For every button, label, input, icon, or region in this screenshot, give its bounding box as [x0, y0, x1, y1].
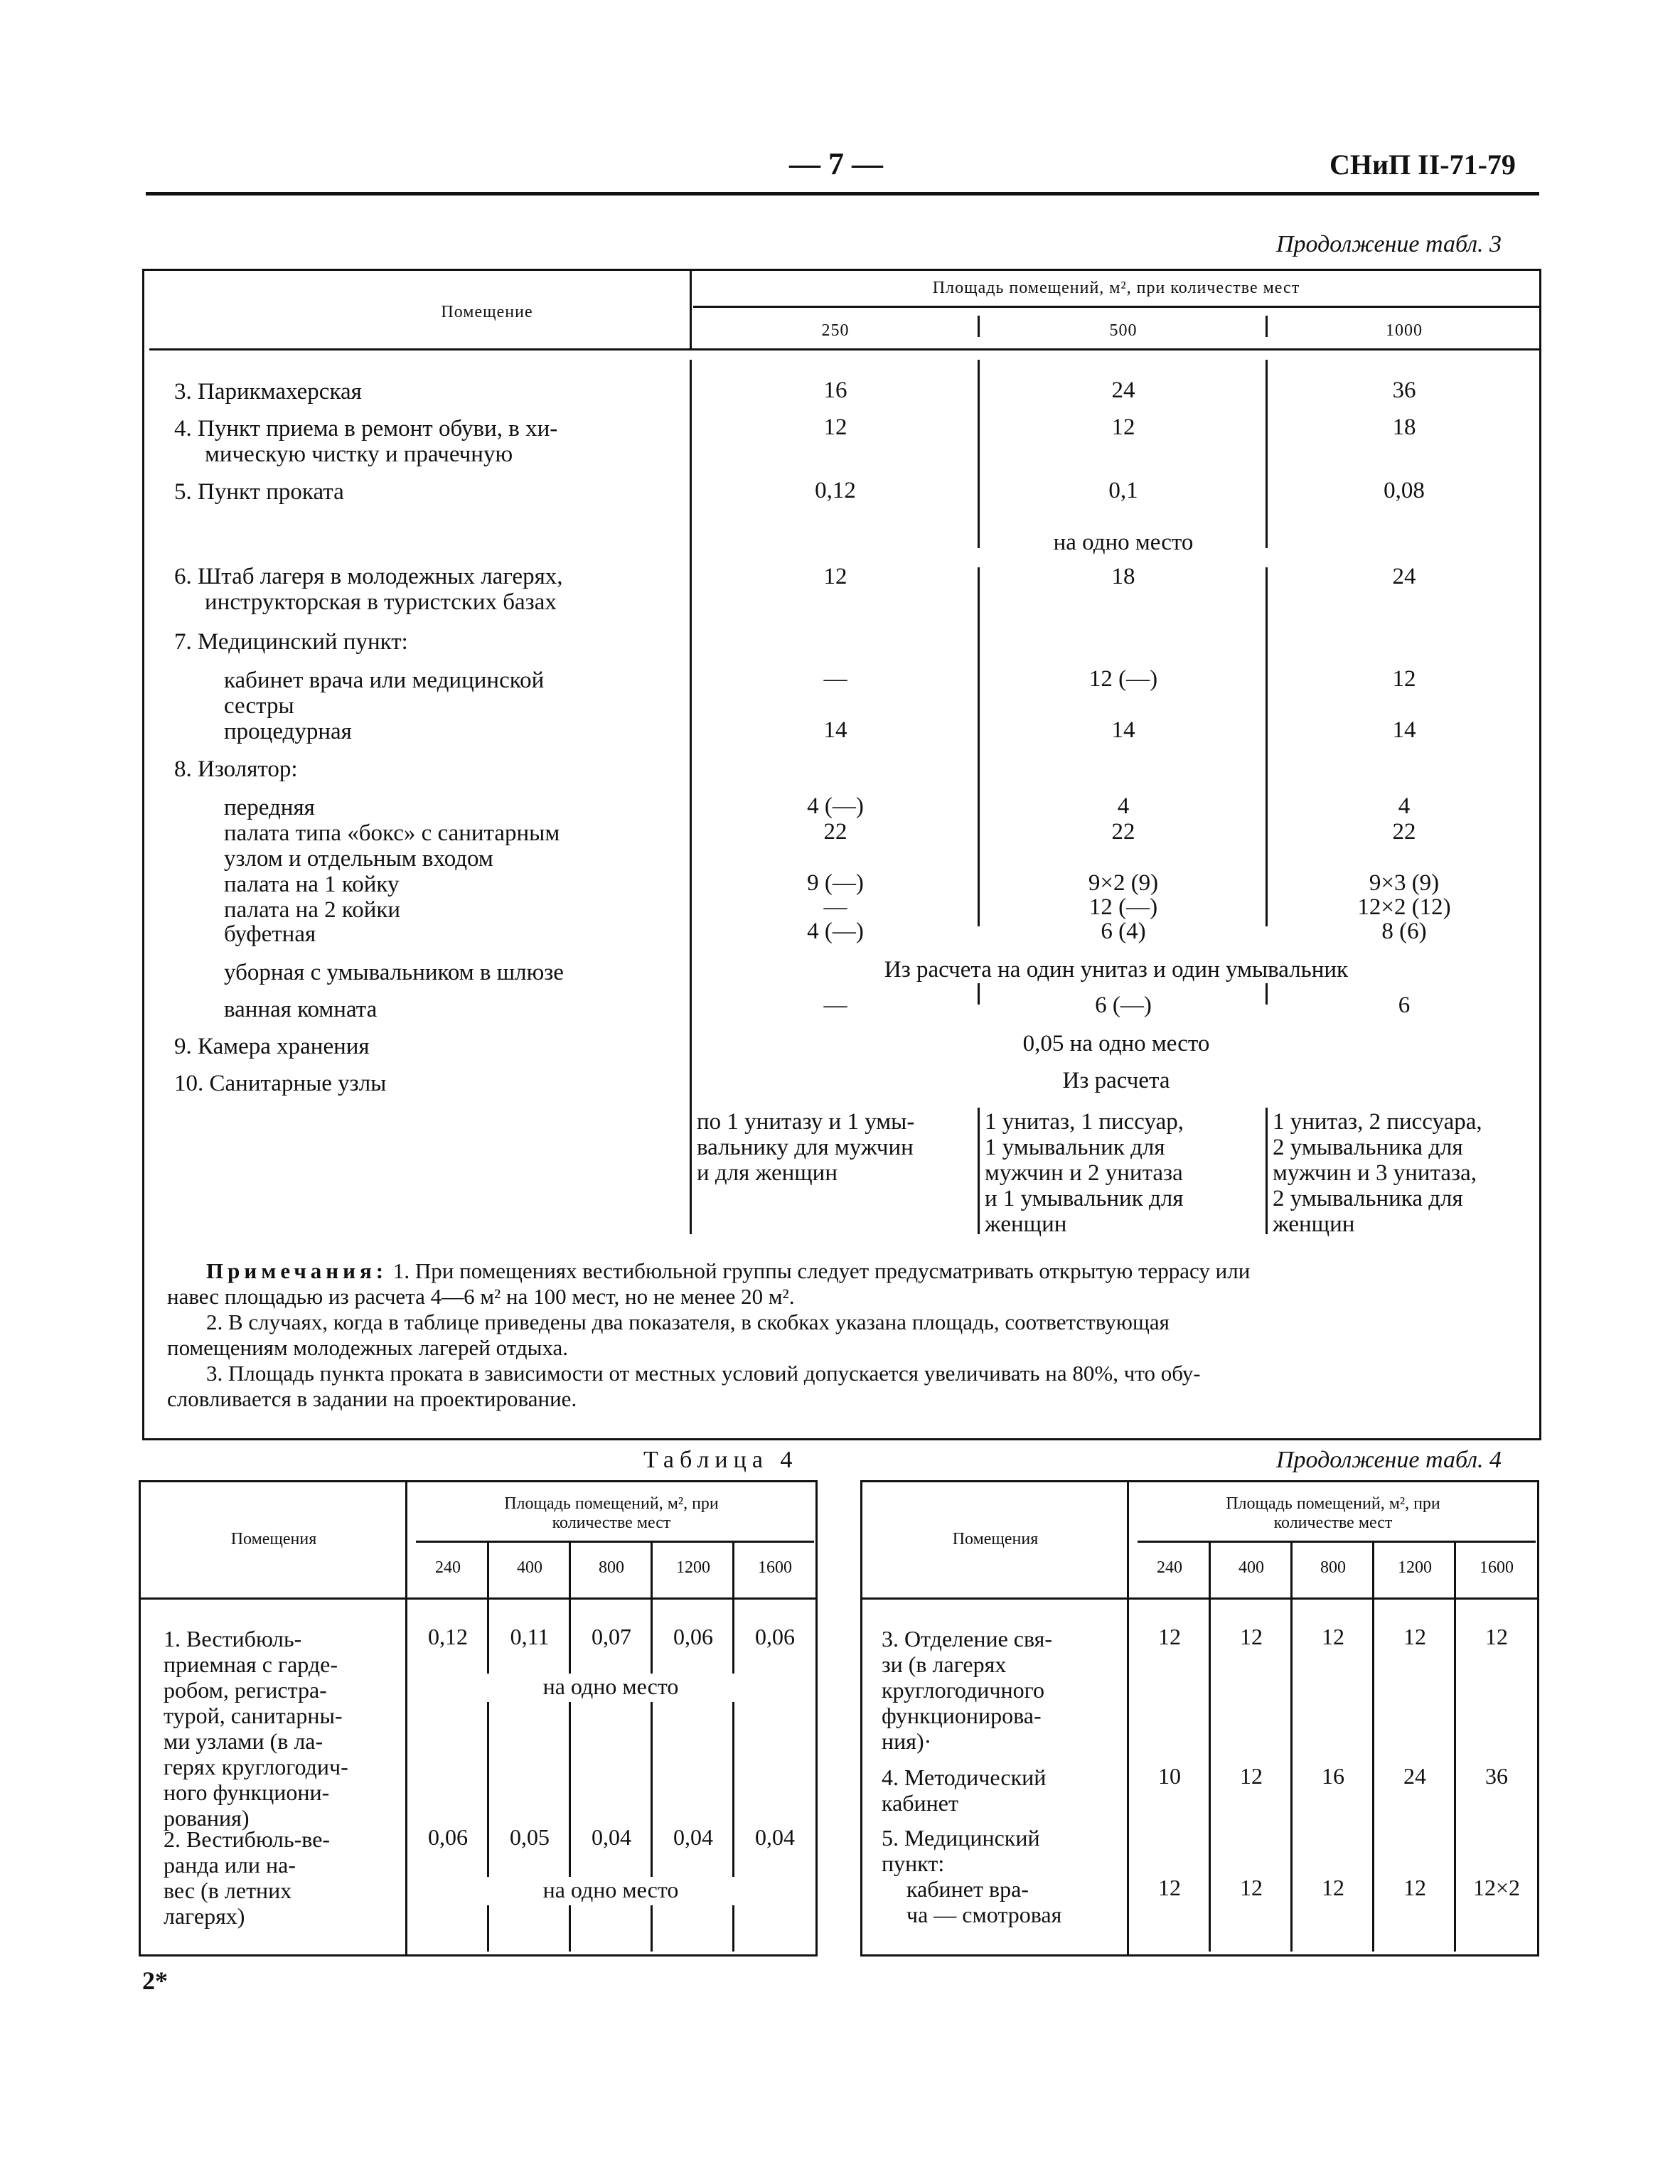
t3-row-label-cont: узлом и отдельным входом: [224, 846, 493, 872]
table3-col-divider-1d: [978, 1108, 980, 1234]
t3-note: навес площадью из расчета 4—6 м² на 100 мест, но не менее 20 м².: [167, 1284, 795, 1309]
t3-note: 2. В случаях, когда в таблице приведены два показателя, в скобках указана площадь, соответствующая: [206, 1310, 1170, 1334]
t3-cell: 24: [1111, 378, 1135, 403]
t4c-cell: 16: [1322, 1763, 1344, 1789]
t3-cell: 22: [1111, 819, 1135, 845]
table4c-col-divider: [1372, 1543, 1374, 1952]
table4-row2-label: 2. Вестибюль-ве- ранда или на- вес (в летних лагерях): [164, 1826, 331, 1929]
table4-per-place-2: на одно место: [407, 1877, 814, 1905]
table4-right-border: [815, 1480, 818, 1956]
t4c-cell: 12: [1158, 1875, 1181, 1900]
table4c-col-800: 800: [1320, 1558, 1346, 1577]
t3-note: 3. Площадь пункта проката в зависимости от местных условий допускается увеличивать на 80%, что обу-: [206, 1361, 1201, 1386]
table4c-right-border: [1537, 1480, 1539, 1956]
t3-row-label: передняя: [224, 795, 315, 820]
t3-span-note: 0,05 на одно место: [1022, 1031, 1210, 1056]
table4c-col-area: Площадь помещений, м², при количестве мест: [1226, 1494, 1440, 1532]
table4c-caption: Продолжение табл. 4: [1276, 1447, 1502, 1473]
t3-row-label-cont: мическую чистку и прачечную: [205, 441, 513, 467]
table4-bottom-border: [139, 1954, 818, 1956]
table4-col-240: 240: [435, 1558, 461, 1577]
table4-col-1600: 1600: [758, 1558, 792, 1577]
table4-col-1200: 1200: [676, 1558, 710, 1577]
t3-row-label: 9. Камера хранения: [174, 1034, 370, 1059]
t4c-cell: 12: [1322, 1624, 1344, 1649]
t3-cell: 9×3 (9): [1369, 870, 1440, 896]
t3-row-label: 10. Санитарные узлы: [174, 1071, 387, 1096]
t3-cell: 22: [1392, 819, 1416, 845]
t4-cell: 0,06: [755, 1624, 795, 1649]
t3-row-label: уборная с умывальником в шлюзе: [224, 960, 564, 985]
table3-top-border: [142, 269, 1541, 271]
t3-cell: 12: [823, 414, 847, 440]
t3-row-label: буфетная: [224, 921, 316, 947]
table3-right-border: [1539, 269, 1541, 1440]
table4-col-room: Помещения: [230, 1530, 317, 1548]
table3-header-divider: [690, 269, 692, 350]
table4c-col-divider: [1290, 1543, 1293, 1952]
table3-col-500: 500: [1109, 321, 1138, 340]
t3-cell: 14: [1392, 717, 1416, 743]
t3-cell: 12: [823, 564, 847, 589]
t4-cell: 0,06: [673, 1624, 713, 1649]
t3-row-label-cont: сестры: [224, 693, 294, 719]
table4-col-400: 400: [517, 1558, 542, 1577]
table4c-col-1200: 1200: [1398, 1558, 1432, 1577]
table3-header-tick1: [978, 316, 980, 337]
t3-cell: 14: [823, 717, 847, 743]
table3-col-area: Площадь помещений, м², при количестве мест: [932, 279, 1300, 297]
t3-span-note: Из расчета на один унитаз и один умывальник: [884, 957, 1349, 983]
t3-sanitary-cell: по 1 унитазу и 1 умы- вальнику для мужчин и для женщин: [697, 1109, 915, 1186]
t3-cell: —: [823, 666, 847, 692]
table4-col-area: Площадь помещений, м², при количестве мест: [504, 1494, 719, 1532]
t3-cell: 12×2 (12): [1357, 894, 1451, 920]
t3-cell: 9 (—): [807, 870, 864, 896]
t3-cell: 36: [1392, 378, 1416, 403]
table4-left-border: [139, 1480, 141, 1956]
t3-cell: 24: [1392, 564, 1416, 589]
t3-row-label: процедурная: [224, 719, 352, 744]
table4c-header-bottom-rule: [860, 1597, 1539, 1600]
table4c-col-240: 240: [1157, 1558, 1182, 1577]
t4c-cell: 10: [1158, 1763, 1181, 1789]
t3-row-label: палата типа «бокс» с санитарным: [224, 820, 560, 846]
t3-cell: 18: [1111, 564, 1135, 589]
table3-col-divider-2a: [1266, 360, 1268, 548]
t3-cell: 12: [1392, 666, 1416, 692]
table4: [139, 1480, 818, 1956]
table3-bottom-border: [142, 1438, 1541, 1440]
t3-cell: 22: [823, 819, 847, 845]
t4c-cell: 12: [1322, 1875, 1344, 1900]
t3-row-label: 4. Пункт приема в ремонт обуви, в хи-: [174, 416, 558, 441]
t3-cell: —: [823, 894, 847, 920]
t3-note: помещениям молодежных лагерей отдыха.: [167, 1335, 569, 1360]
table3-left-border: [142, 269, 144, 1440]
table4-subheader-rule: [416, 1541, 814, 1543]
t4-cell: 0,04: [755, 1824, 795, 1850]
table4c-row3-label: 3. Отделение свя- зи (в лагерях круглогодичного функционирова- ния)·: [882, 1626, 1053, 1754]
table4c-room-divider: [1127, 1480, 1129, 1956]
t4c-cell: 12: [1403, 1624, 1426, 1649]
t3-cell: 16: [823, 378, 847, 403]
t4-cell: 0,11: [510, 1624, 550, 1649]
t3-notes-line: [206, 1258, 1250, 1284]
table4c-col-divider: [1454, 1543, 1456, 1952]
table3: [142, 269, 1541, 1442]
table4c-row5-label: 5. Медицинский пункт:: [882, 1825, 1040, 1876]
t3-cell: 12 (—): [1088, 894, 1158, 920]
t3-cell: 0,08: [1384, 478, 1425, 503]
table4c-bottom-border: [860, 1954, 1539, 1956]
t3-row-label: палата на 2 койки: [224, 897, 401, 923]
table3-col-divider-1b: [978, 567, 980, 926]
t3-span-note: Из расчета: [1062, 1068, 1170, 1093]
table3-header-tick2: [1266, 316, 1268, 337]
table3-caption: Продолжение табл. 3: [1276, 231, 1502, 257]
table4c-col-1600: 1600: [1480, 1558, 1514, 1577]
t4-cell: 0,04: [673, 1824, 713, 1850]
t3-cell: 4 (—): [807, 793, 864, 819]
table4-top-border: [139, 1480, 818, 1482]
table4c-col-room: Помещения: [952, 1530, 1039, 1548]
t3-sanitary-cell: 1 унитаз, 1 писсуар, 1 умывальник для мужчин и 2 унитаза и 1 умывальник для женщин: [985, 1109, 1184, 1237]
t3-cell: 14: [1111, 717, 1135, 743]
t4c-cell: 12: [1240, 1875, 1263, 1900]
t3-row-label: 3. Парикмахерская: [174, 379, 362, 405]
t4c-cell: 12×2: [1472, 1875, 1521, 1900]
t3-cell: 0,12: [815, 478, 856, 503]
t3-note: словливается в задании на проектирование.: [167, 1386, 577, 1411]
t3-cell: 4: [1398, 793, 1411, 819]
t4c-cell: 12: [1240, 1763, 1263, 1789]
t4c-cell: 36: [1485, 1763, 1508, 1789]
t4c-cell: 12: [1403, 1875, 1426, 1900]
t3-cell: 0,1: [1108, 478, 1138, 503]
t3-cell: 12 (—): [1088, 666, 1158, 692]
t3-row-label: 5. Пункт проката: [174, 479, 344, 505]
t4-cell: 0,04: [592, 1824, 631, 1850]
table4c-subheader-rule: [1138, 1541, 1536, 1543]
table4c-top-border: [860, 1480, 1539, 1482]
table4c-col-400: 400: [1238, 1558, 1264, 1577]
t3-cell: 9×2 (9): [1088, 870, 1159, 896]
t3-cell: 6: [1398, 992, 1411, 1018]
table3-col-room: Помещение: [441, 303, 533, 321]
table3-col-divider-1c: [978, 983, 980, 1005]
t3-cell: 6 (—): [1095, 992, 1152, 1018]
t3-row-label: кабинет врача или медицинской: [224, 668, 545, 693]
t3-cell: 4 (—): [807, 919, 864, 944]
t3-cell: 4: [1117, 793, 1130, 819]
table4c-left-border: [860, 1480, 862, 1956]
table4-continued: [860, 1480, 1539, 1956]
t4-cell: 0,07: [592, 1624, 631, 1649]
table3-subheader-rule: [693, 306, 1539, 308]
table4c-row5-sub-label: кабинет вра- ча — смотровая: [906, 1876, 1062, 1927]
table4-row1-label: 1. Вестибюль- приемная с гарде- робом, регистра- турой, санитарны- ми узлами (в ла- герях круглогодич- ного функциони- рования): [164, 1626, 348, 1831]
t3-row-label: палата на 1 койку: [224, 872, 400, 897]
t3-cell: —: [823, 992, 847, 1018]
t3-cell: 6 (4): [1101, 919, 1146, 944]
table4-col-800: 800: [599, 1558, 624, 1577]
page-number: — 7 —: [789, 146, 883, 181]
t3-note: 1. При помещениях вестибюльной группы следует предусматривать открытую террасу или: [392, 1258, 1251, 1283]
t3-row-label: 7. Медицинский пункт:: [174, 629, 408, 655]
t3-row-label: 8. Изолятор:: [174, 756, 298, 782]
header-rule: [146, 192, 1539, 196]
table3-header-bottom-rule: [149, 348, 1539, 350]
t4-cell: 0,12: [428, 1624, 468, 1649]
table4-caption: Таблица 4: [643, 1447, 798, 1473]
table3-col-divider-1a: [978, 360, 980, 548]
t4c-cell: 12: [1240, 1624, 1263, 1649]
table3-body-divider: [690, 360, 692, 1234]
table3-col-250: 250: [821, 321, 850, 340]
table3-col-1000: 1000: [1386, 321, 1423, 340]
table3-col-divider-2b: [1266, 567, 1268, 926]
table4-per-place-1: на одно место: [407, 1674, 814, 1702]
t4c-cell: 12: [1158, 1624, 1181, 1649]
document-code: СНиП II-71-79: [1329, 149, 1516, 181]
t3-cell: 8 (6): [1381, 919, 1427, 944]
t3-cell: 18: [1392, 414, 1416, 440]
t3-row-label: 6. Штаб лагеря в молодежных лагерях,: [174, 564, 563, 589]
t4c-cell: 24: [1403, 1763, 1426, 1789]
t4c-cell: 12: [1485, 1624, 1508, 1649]
table4-header-bottom-rule: [139, 1597, 818, 1600]
footer-signature-mark: 2*: [142, 1966, 168, 1995]
table3-col-divider-2d: [1266, 1108, 1268, 1234]
table4c-col-divider: [1209, 1543, 1211, 1952]
t3-notes-title: Примечания:: [206, 1258, 388, 1283]
table3-col-divider-2c: [1266, 983, 1268, 1005]
t3-row-label-cont: инструкторская в туристских базах: [205, 589, 557, 615]
t3-sanitary-cell: 1 унитаз, 2 писсуара, 2 умывальника для мужчин и 3 унитаза, 2 умывальника для женщин: [1273, 1109, 1482, 1237]
t4-cell: 0,05: [510, 1824, 550, 1850]
t3-row-label: ванная комната: [224, 997, 378, 1022]
t3-cell: 12: [1111, 414, 1135, 440]
t3-span-note: на одно место: [1053, 530, 1194, 555]
t4-cell: 0,06: [428, 1824, 468, 1850]
table4c-row4-label: 4. Методический кабинет: [882, 1765, 1047, 1816]
